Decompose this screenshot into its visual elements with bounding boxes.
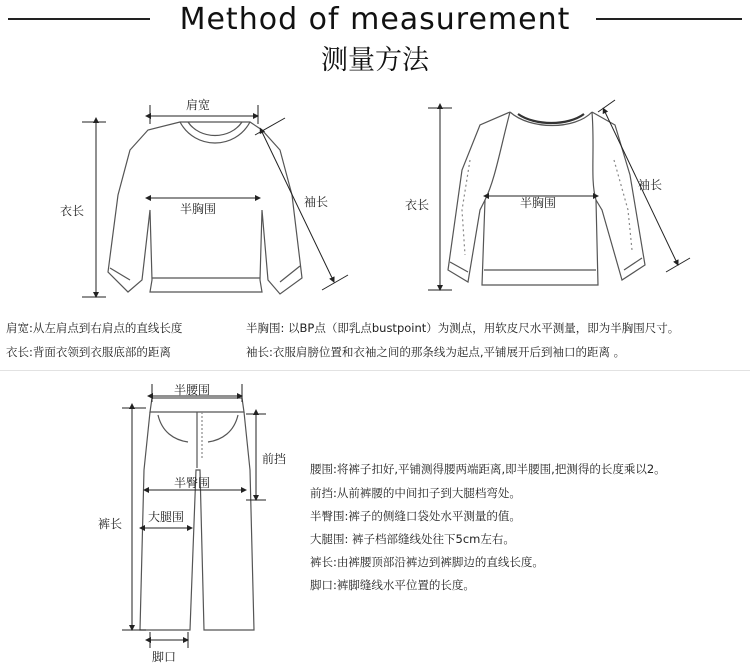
pants-note-length: 裤长:由裤腰顶部沿裤边到裤脚边的直线长度。: [310, 555, 544, 569]
label-half-waist: 半腰围: [174, 383, 211, 397]
page-subtitle: 测量方法: [321, 45, 429, 76]
pants-note-thigh: 大腿围: 裤子档部缝线处往下5cm左右。: [310, 532, 515, 546]
pants-note-hip: 半臀围:裤子的侧缝口袋处水平测量的值。: [310, 509, 521, 523]
pants-note-rise: 前挡:从前裤腰的中间扣子到大腿档弯处。: [310, 486, 521, 500]
label-leg-opening: 脚口: [152, 650, 177, 664]
label-front-rise: 前挡: [262, 452, 287, 466]
note-chest: 半胸围: 以BP点（即乳点bustpoint）为测点，用软皮尺水平测量，即为半胸围尺寸。: [246, 321, 680, 335]
label-body-length: 衣长: [60, 204, 85, 218]
note-length: 衣长:背面衣领到衣服底部的距离: [6, 345, 171, 359]
label-thigh: 大腿围: [148, 510, 185, 524]
label-body-length-2: 衣长: [405, 198, 430, 212]
label-shoulder-width: 肩宽: [186, 98, 211, 112]
label-pants-length: 裤长: [98, 517, 123, 531]
label-half-hip: 半臀围: [174, 476, 211, 490]
sweater2-measure-lines: [428, 100, 690, 290]
note-sleeve: 袖长:衣服肩膀位置和衣袖之间的那条线为起点,平铺展开后到袖口的距离 。: [246, 345, 626, 359]
section-divider: [0, 370, 750, 371]
label-half-chest: 半胸围: [180, 202, 217, 216]
pants-note-waist: 腰围:将裤子扣好,平铺测得腰两端距离,即半腰围,把测得的长度乘以2。: [310, 462, 666, 476]
page-title: Method of measurement: [179, 2, 571, 37]
label-half-chest-2: 半胸围: [520, 196, 557, 210]
pants-note-hem: 脚口:裤脚缝线水平位置的长度。: [310, 578, 475, 592]
note-shoulder: 肩宽:从左肩点到右肩点的直线长度: [6, 321, 183, 335]
label-sleeve-length-2: 袖长: [638, 178, 663, 192]
label-sleeve-length: 袖长: [304, 195, 329, 209]
